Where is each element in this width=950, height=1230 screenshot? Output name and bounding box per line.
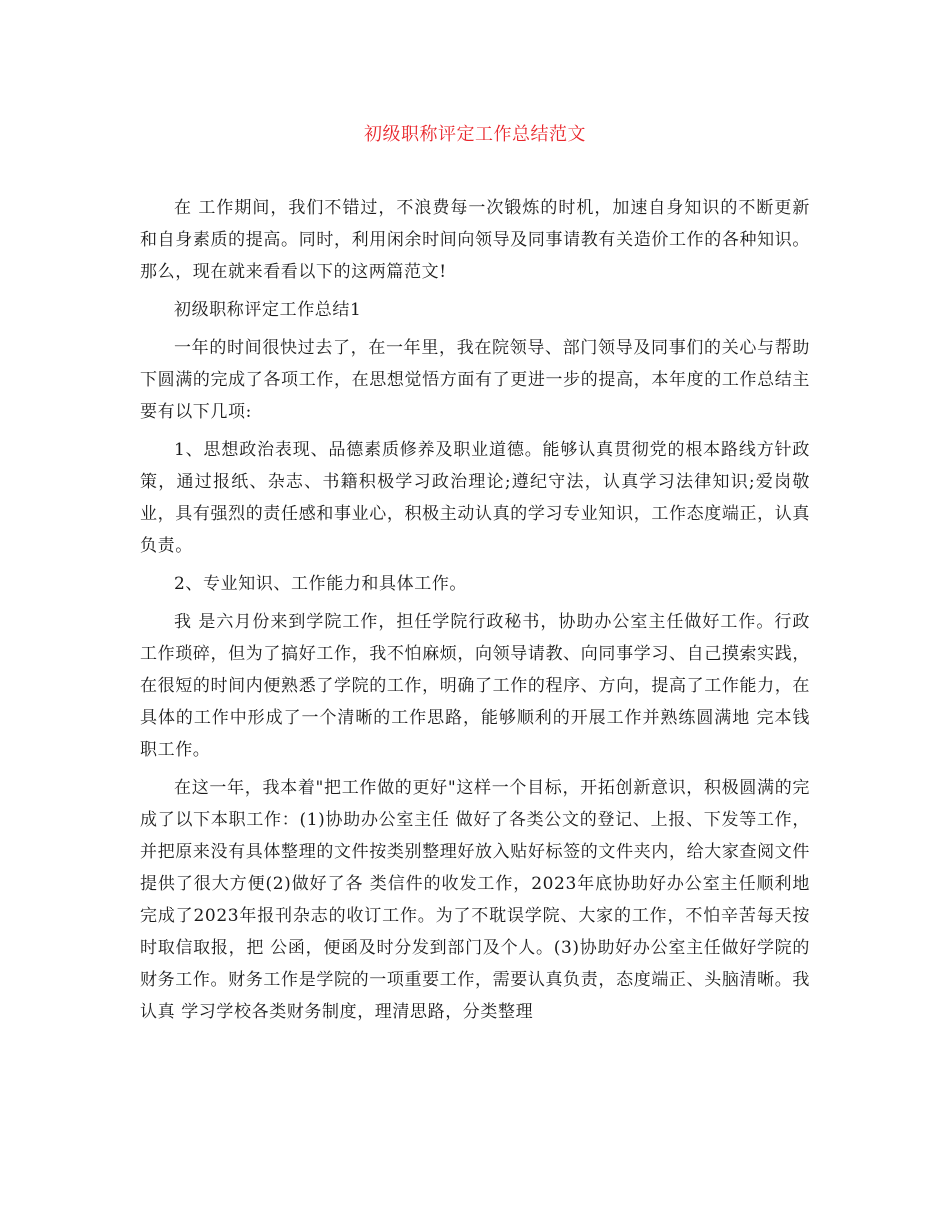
document-title: 初级职称评定工作总结范文 xyxy=(364,124,586,145)
body-paragraph: 我 是六月份来到学院工作，担任学院行政秘书，协助办公室主任做好工作。行政工作琐碎，但为了搞好工作，我不怕麻烦，向领导请教、向同事学习、自己摸索实践， 在很短的时间内便熟悉了学院的工作，明确了工作的程序、方向，提高了工作能力，在具体的工作中形成了一个清晰的工作思路，能够顺利的开展工作并熟练圆满地 完本钱职工作。 xyxy=(140,612,810,760)
body-paragraph: 2、专业知识、工作能力和具体工作。 xyxy=(174,574,468,594)
body-paragraph: 在这一年，我本着"把工作做的更好"这样一个目标，开拓创新意识，积极圆满的完成了以下本职工作：(1)协助办公室主任 做好了各类公文的登记、上报、下发等工作，并把原来没有具体整理的文件按类别整理好放入贴好标签的文件夹内，给大家查阅文件提供了很大方便(2)做好了各 类信件的收发工作，2023年底协助好办公室主任顺利地完成了2023年报刊杂志的收订工作。为了不耽误学院、大家的工作，不怕辛苦每天按时取信取报，把 公函，便函及时分发到部门及个人。(3)协助好办公室主任做好学院的财务工作。财务工作是学院的一项重要工作，需要认真负责，态度端正、头脑清晰。我认真 学习学校各类财务制度，理清思路，分类整理 xyxy=(140,778,810,1022)
body-paragraph: 1、思想政治表现、品德素质修养及职业道德。能够认真贯彻党的根本路线方针政策，通过报纸、杂志、书籍积极学习政治理论;遵纪守法，认真学习法律知识;爱岗敬业，具有强烈的责任感和事业心，积极主动认真的学习专业知识，工作态度端正，认真负责。 xyxy=(140,440,810,556)
section-heading: 初级职称评定工作总结1 xyxy=(174,300,362,320)
intro-paragraph: 在 工作期间，我们不错过，不浪费每一次锻炼的时机，加速自身知识的不断更新和自身素质的提高。同时，利用闲余时间向领导及同事请教有关造价工作的各种知识。那么，现在就来看看以下的这两篇范文! xyxy=(140,198,810,282)
body-paragraph: 一年的时间很快过去了，在一年里，我在院领导、部门领导及同事们的关心与帮助下圆满的完成了各项工作，在思想觉悟方面有了更进一步的提高，本年度的工作总结主要有以下几项: xyxy=(140,338,810,422)
document-body xyxy=(140,192,810,1034)
